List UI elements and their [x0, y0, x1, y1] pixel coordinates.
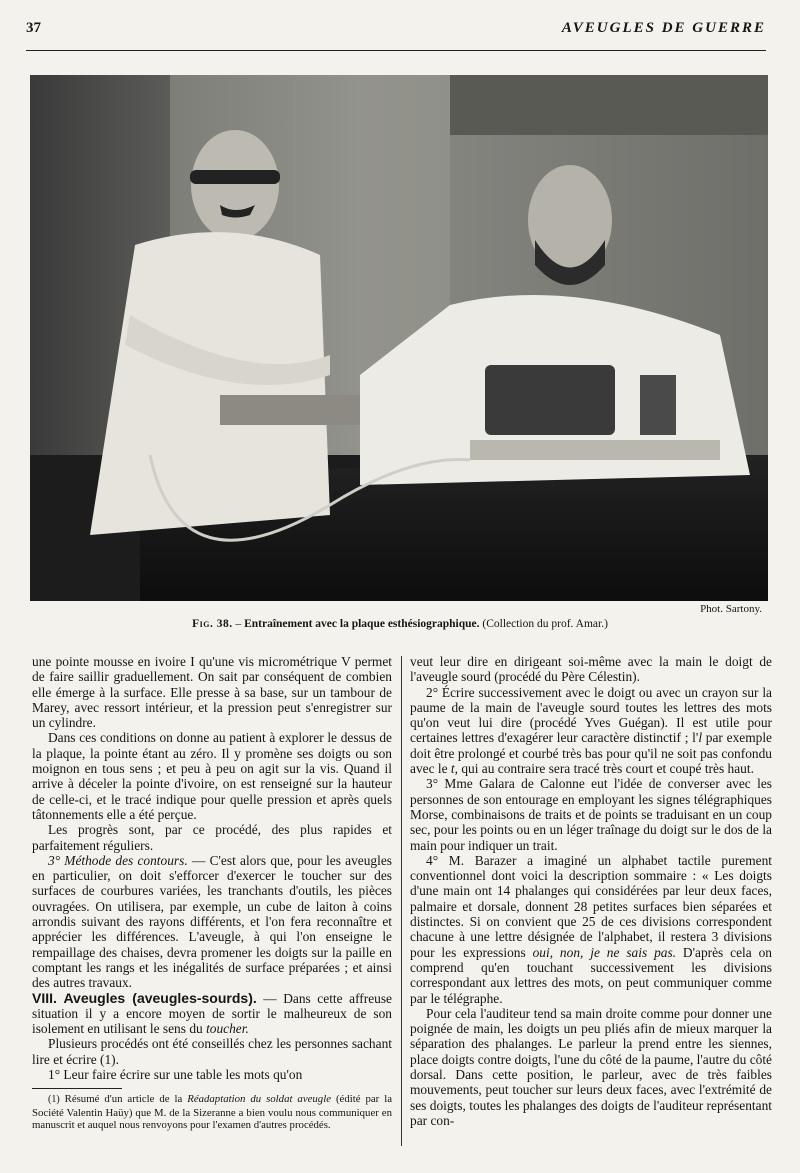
photo-credit: Phot. Sartony.	[700, 603, 762, 615]
right-p2-em1: l	[698, 730, 703, 746]
right-p4-b: D'après cela on comprend qu'en touchant successivement les divisions correspondant aux lettres des mots, on peut communiquer comme par le télégraphe.	[410, 944, 772, 1006]
footnote-number: (1)	[48, 1094, 60, 1106]
right-paragraph-5: Pour cela l'auditeur tend sa main droite comme pour donner une poignée de main, les doigts un peu pliés afin de mieux marquer la séparation des phalanges. Le parleur la prend entre les siennes, place doigts contre doigts, l'une du côté de la paume, l'autre du côté dorsal. Dans cette position, le parleur, avec de très faibles mouvements, peut toucher sur leurs deux faces, avec l'extrémité de ses doigts, toutes les phalanges des doigts de l'auditeur représentant par con-	[410, 1005, 772, 1128]
section-emphasis: toucher.	[206, 1021, 249, 1037]
left-paragraph-4	[32, 853, 392, 991]
footnote-rule	[32, 1088, 122, 1089]
section-title: VIII. Aveugles (aveugles-sourds).	[32, 989, 257, 1006]
right-p2-a: 2° Écrire successivement avec le doigt ou avec un crayon sur la paume de la main de l'aveugle sourd toutes les lettres des mots qu'on veut lui dire (procédé Yves Guégan). Il est utile pour certaines lettres d'exagérer leur caractère distinctif ; l'	[410, 684, 772, 746]
caption-main: Entraînement avec la plaque esthésiographique.	[244, 618, 480, 630]
left-paragraph-2: Dans ces conditions on donne au patient à explorer le dessus de la plaque, la pointe étant au zéro. Il y promène ses doigts ou son moignon en tous sens ; et peu à peu on agit sur la vis. Quand il arrive à déceler la pointe d'ivoire, on est renseigné sur la hauteur de celle-ci, et le tracé indique pour quelle pression et après quels tâtonnements elle a été perçue.	[32, 730, 392, 822]
footnote-text-a: Résumé d'un article de la	[59, 1093, 188, 1106]
right-column	[410, 654, 772, 1128]
page-number: 37	[26, 20, 41, 36]
photo-illustration	[30, 75, 768, 601]
right-paragraph-2	[410, 685, 772, 777]
method-text: — C'est alors que, pour les aveugles en particulier, on doit s'efforcer d'exercer le toucher sur des surfaces de courbures variées, les tranchants d'outils, les pièces ouvragées. On utilisera, par exemple, un cube de laiton à coins arrondis suivant des rayons différents, et l'on fera reconnaître et apprécier les différences. L'aveugle, à qui l'on enseigne le rempaillage des chaises, devra promener les doigts sur la paille en comptant les rangs et les inégalités de surface préparées ; et ainsi des autres travaux.	[32, 852, 392, 991]
figure-label: Fig. 38.	[192, 618, 233, 630]
footnote	[32, 1093, 392, 1131]
footnote-emphasis: Réadaptation du soldat aveugle	[187, 1093, 331, 1106]
right-p2-b: par exemple doit être prolongé et courbé très bas pour qu'il ne soit pas confondu avec le	[410, 730, 772, 777]
section-paragraph	[32, 991, 392, 1037]
header-rule	[26, 50, 766, 51]
right-p2-em2: t	[450, 761, 455, 777]
right-paragraph-3: 3° Mme Galara de Calonne eut l'idée de converser avec les personnes de son entourage en employant les signes télégraphiques Morse, combinaisons de traits et de points se traduisant en un coup sec, pour les points ou en un léger traînage du doigt sur le dos de la main pour indiquer un trait.	[410, 776, 772, 853]
column-divider	[401, 656, 402, 1146]
footnote-text-b: (édité par la Société Valentin Haüy) que M. de la Sizeranne a bien voulu nous communiquer en manuscrit et auquel nous renvoyons pour l'examen d'autres procédés.	[32, 1093, 392, 1132]
method-label: 3° Méthode des contours.	[48, 852, 188, 868]
left-column	[32, 654, 392, 1132]
left-paragraph-1: une pointe mousse en ivoire I qu'une vis micrométrique V permet de faire saillir graduellement. On sait par conséquent de combien elle émerge à la surface. Elle presse à sa base, sur un tambour de Marey, avec ressort intérieur, et la pression peut s'enregistrer sur un cylindre.	[32, 654, 392, 731]
caption-dash: –	[235, 618, 245, 630]
right-paragraph-1: veut leur dire en dirigeant soi-même avec la main le doigt de l'aveugle sourd (procédé du Père Célestin).	[410, 654, 772, 685]
figure-caption	[0, 618, 800, 630]
right-paragraph-4	[410, 853, 772, 1006]
figure-photo	[30, 75, 768, 601]
left-paragraph-7: 1° Leur faire écrire sur une table les mots qu'on	[48, 1067, 303, 1083]
left-paragraph-6: Plusieurs procédés ont été conseillés chez les personnes sachant lire et écrire (1).	[32, 1036, 392, 1067]
right-p4-a: 4° M. Barazer a imaginé un alphabet tactile purement conventionnel dont voici la description sommaire : « Les doigts d'une main ont 14 phalanges qui considérées par leur deux faces, palmaire et dorsale, donnent 28 petites surfaces bien séparées et distinctes. Si on convient que 25 de ces divisions correspondent chacune à une lettre désignée de l'alphabet, il restera 3 divisions pour les expressions	[410, 852, 772, 960]
right-p2-c: , qui au contraire sera tracé très court et coupé très haut.	[454, 761, 754, 777]
right-p4-em: oui, non, je ne sais pas.	[532, 944, 677, 960]
caption-source: (Collection du prof. Amar.)	[482, 618, 608, 630]
section-text: — Dans cette affreuse situation il y a encore moyen de sortir le malheureux de son isolement en utilisant le sens du	[32, 990, 392, 1037]
running-head: AVEUGLES DE GUERRE	[561, 20, 766, 36]
left-paragraph-3: Les progrès sont, par ce procédé, des plus rapides et parfaitement réguliers.	[32, 822, 392, 853]
